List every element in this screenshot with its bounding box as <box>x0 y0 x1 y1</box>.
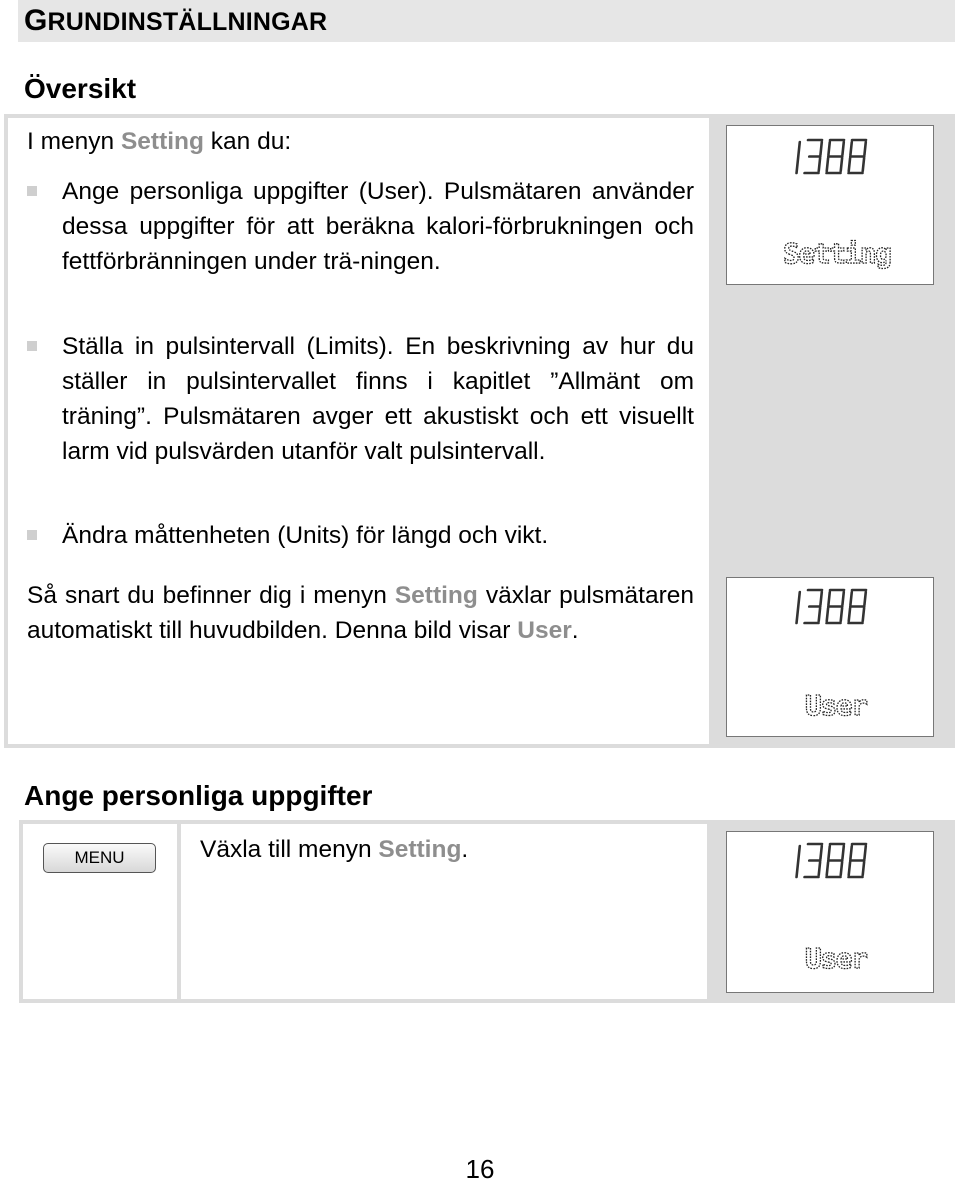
bullet-limits: Ställa in pulsintervall (Limits). En beskrivning av hur du ställer in pulsintervallet finns i kapitlet ”Allmänt om träning”. Pulsmätaren avger ett akustiskt och ett visuellt larm vid pulsvärden utanför valt pulsintervall. <box>62 333 694 465</box>
watch-display-personal <box>726 831 934 993</box>
bullet-marker <box>27 186 37 196</box>
display-value-digits <box>797 140 866 173</box>
overview-intro: I menyn Setting kan du: <box>27 128 292 155</box>
watch-display-user <box>726 577 934 737</box>
display-label-setting: Setting <box>783 237 891 270</box>
display-value-digits <box>797 844 866 877</box>
bullet-units: Ändra måttenheten (Units) för längd och vikt. <box>62 522 549 549</box>
overview-title: Översikt <box>24 73 137 104</box>
page-number: 16 <box>465 1154 495 1184</box>
page-header-title: GRUNDINSTÄLLNINGAR <box>24 4 328 37</box>
bullet-marker <box>27 530 37 540</box>
overview-paragraph: Så snart du befinner dig i menyn Setting växlar pulsmätaren automatiskt till huvudbilden. Denna bild visar User. <box>27 582 694 644</box>
menu-button[interactable]: MENU <box>43 843 156 873</box>
display-value-digits <box>797 590 866 623</box>
personal-title: Ange personliga uppgifter <box>24 780 373 811</box>
display-label-user: User <box>805 942 867 975</box>
bullet-user: Ange personliga uppgifter (User). Pulsmätaren använder dessa uppgifter för att beräkna kalori-förbrukningen och fettförbränningen under trä-ningen. <box>62 178 694 275</box>
watch-display-setting <box>726 125 934 285</box>
instruction-text: Växla till menyn Setting. <box>200 836 469 863</box>
bullet-marker <box>27 341 37 351</box>
display-label-user: User <box>805 689 867 722</box>
